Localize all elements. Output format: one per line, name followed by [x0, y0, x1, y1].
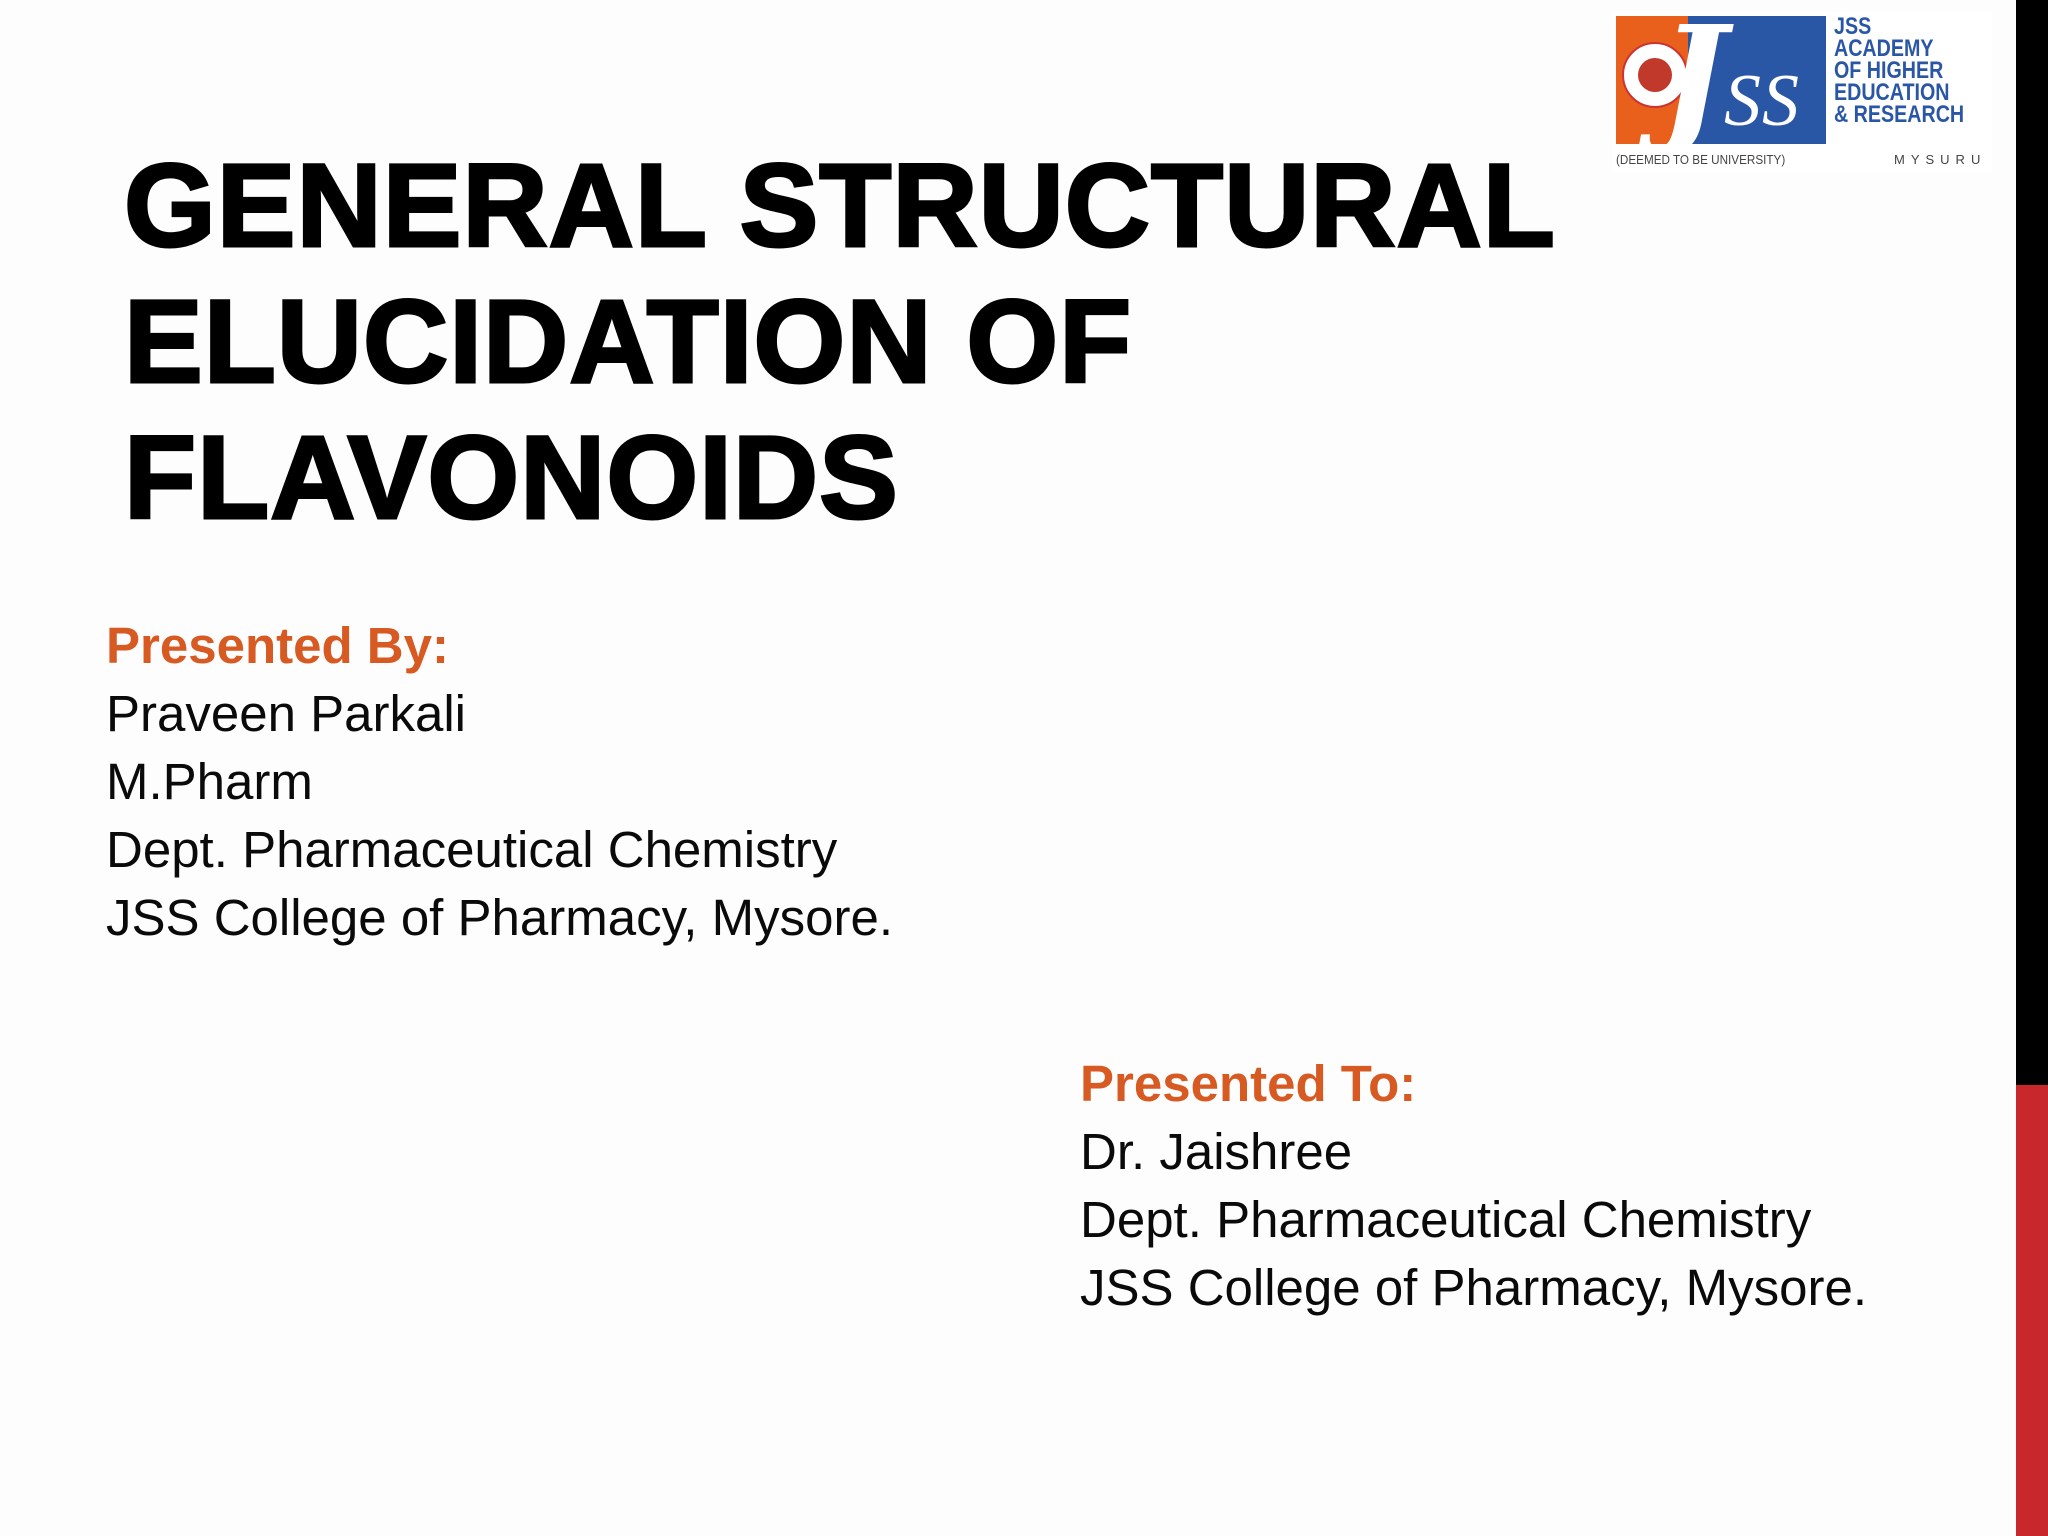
slide-title — [124, 138, 1624, 546]
logo-word: EDUCATION — [1834, 79, 1950, 106]
logo-word: & RESEARCH — [1834, 101, 1965, 128]
logo-word: OF HIGHER — [1834, 57, 1944, 84]
logo-wordmark — [1834, 13, 1965, 128]
presented-by-heading: Presented By: — [106, 617, 449, 674]
logo-j-mark: J — [1660, 0, 1727, 160]
guide-college: JSS College of Pharmacy, Mysore. — [1080, 1259, 1868, 1316]
slide-title-line: GENERAL STRUCTURAL — [124, 140, 1556, 272]
jss-logo — [1612, 0, 1992, 172]
guide-department: Dept. Pharmaceutical Chemistry — [1080, 1191, 1812, 1248]
logo-city-caption: MYSURU — [1894, 152, 1987, 167]
presenter-college: JSS College of Pharmacy, Mysore. — [106, 889, 894, 946]
presenter-name: Praveen Parkali — [106, 685, 467, 742]
presenter-department: Dept. Pharmaceutical Chemistry — [106, 821, 838, 878]
side-accent-bar-red — [2016, 1085, 2048, 1536]
presented-to-block — [1080, 1050, 1867, 1322]
slide-title-line: ELUCIDATION OF — [124, 276, 1133, 408]
logo-ss-mark: SS — [1724, 60, 1800, 142]
side-accent-bar-black — [2016, 0, 2048, 1085]
presenter-degree: M.Pharm — [106, 753, 313, 810]
presented-by-block — [106, 612, 893, 952]
logo-word: ACADEMY — [1834, 35, 1934, 62]
slide-title-line: FLAVONOIDS — [124, 412, 899, 544]
guide-name: Dr. Jaishree — [1080, 1123, 1353, 1180]
presented-to-heading: Presented To: — [1080, 1055, 1417, 1112]
logo-word: JSS — [1834, 13, 1872, 40]
logo-deemed-caption: (DEEMED TO BE UNIVERSITY) — [1616, 152, 1786, 167]
